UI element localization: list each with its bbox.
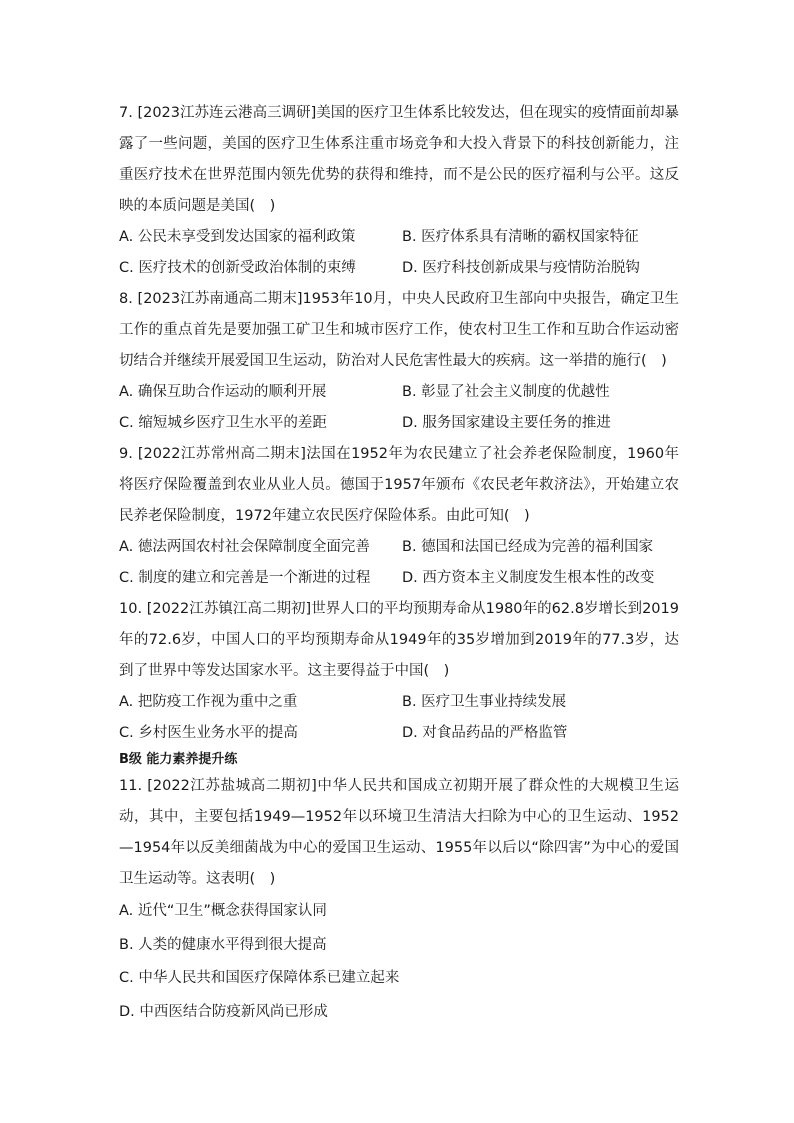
question-11-option-b: B. 人类的健康水平得到很大提高 bbox=[119, 936, 327, 953]
question-10-option-a: A. 把防疫工作视为重中之重 bbox=[119, 694, 298, 710]
question-8 bbox=[119, 284, 679, 439]
question-7-option-a: A. 公民未享受到发达国家的福利政策 bbox=[119, 229, 356, 245]
question-7-option-c: C. 医疗技术的创新受政治体制的束缚 bbox=[119, 260, 356, 276]
question-8-option-b: B. 彰显了社会主义制度的优越性 bbox=[402, 384, 610, 400]
question-11-options bbox=[119, 895, 679, 1029]
question-7 bbox=[119, 98, 679, 284]
question-9-option-a: A. 德法两国农村社会保障制度全面完善 bbox=[119, 539, 370, 555]
question-9 bbox=[119, 439, 679, 594]
question-8-option-a: A. 确保互助合作运动的顺利开展 bbox=[119, 384, 327, 400]
question-9-stem: 9. [2022江苏常州高二期末]法国在1952年为农民建立了社会养老保险制度，1960年将医疗保险覆盖到农业从业人员。德国于1957年颁布《农民老年救济法》，开始建立农民养老保险制度，1972年建立农民医疗保险体系。由此可知( ) bbox=[119, 446, 679, 524]
section-b-heading: B级 能力素养提升练 bbox=[119, 752, 238, 767]
question-7-option-d: D. 医疗科技创新成果与疫情防治脱钩 bbox=[402, 260, 640, 276]
question-11-option-a: A. 近代“卫生”概念获得国家认同 bbox=[119, 903, 327, 919]
question-8-option-d: D. 服务国家建设主要任务的推进 bbox=[402, 415, 611, 431]
question-11-option-c: C. 中华人民共和国医疗保障体系已建立起来 bbox=[119, 970, 400, 986]
question-10 bbox=[119, 594, 679, 749]
question-9-option-b: B. 德国和法国已经成为完善的福利国家 bbox=[402, 539, 654, 555]
question-10-option-d: D. 对食品药品的严格监管 bbox=[402, 725, 568, 741]
question-10-options bbox=[119, 687, 679, 749]
question-8-options bbox=[119, 377, 679, 439]
question-9-option-d: D. 西方资本主义制度发生根本性的改变 bbox=[402, 570, 655, 586]
question-11-stem: 11. [2022江苏盐城高二期初]中华人民共和国成立初期开展了群众性的大规模卫生运动，其中，主要包括1949—1952年以环境卫生清洁大扫除为中心的卫生运动、1952—1954年以反美细菌战为中心的爱国卫生运动、1955年以后以“除四害”为中心的爱国卫生运动等。这表明( ) bbox=[119, 778, 679, 887]
question-7-options bbox=[119, 222, 679, 284]
question-11 bbox=[119, 771, 679, 1029]
question-11-option-d: D. 中西医结合防疫新风尚已形成 bbox=[119, 1003, 328, 1020]
question-8-option-c: C. 缩短城乡医疗卫生水平的差距 bbox=[119, 415, 327, 431]
question-10-option-b: B. 医疗卫生事业持续发展 bbox=[402, 694, 567, 710]
question-7-option-b: B. 医疗体系具有清晰的霸权国家特征 bbox=[402, 229, 639, 245]
question-10-stem: 10. [2022江苏镇江高二期初]世界人口的平均预期寿命从1980年的62.8岁增长到2019年的72.6岁，中国人口的平均预期寿命从1949年的35岁增加到2019年的77.3岁，达到了世界中等发达国家水平。这主要得益于中国( ) bbox=[119, 601, 679, 679]
worksheet-page bbox=[119, 98, 679, 1029]
question-7-stem: 7. [2023江苏连云港高三调研]美国的医疗卫生体系比较发达，但在现实的疫情面前却暴露了一些问题，美国的医疗卫生体系注重市场竞争和大投入背景下的科技创新能力，注重医疗技术在世界范围内领先优势的获得和维持，而不是公民的医疗福利与公平。这反映的本质问题是美国( ) bbox=[119, 105, 679, 214]
question-9-option-c: C. 制度的建立和完善是一个渐进的过程 bbox=[119, 570, 371, 586]
question-10-option-c: C. 乡村医生业务水平的提高 bbox=[119, 725, 298, 741]
question-8-stem: 8. [2023江苏南通高二期末]1953年10月，中央人民政府卫生部向中央报告，确定卫生工作的重点首先是要加强工矿卫生和城市医疗工作，使农村卫生工作和互助合作运动密切结合并继续开展爱国卫生运动，防治对人民危害性最大的疾病。这一举措的施行( ) bbox=[119, 291, 679, 369]
question-9-options bbox=[119, 532, 679, 594]
